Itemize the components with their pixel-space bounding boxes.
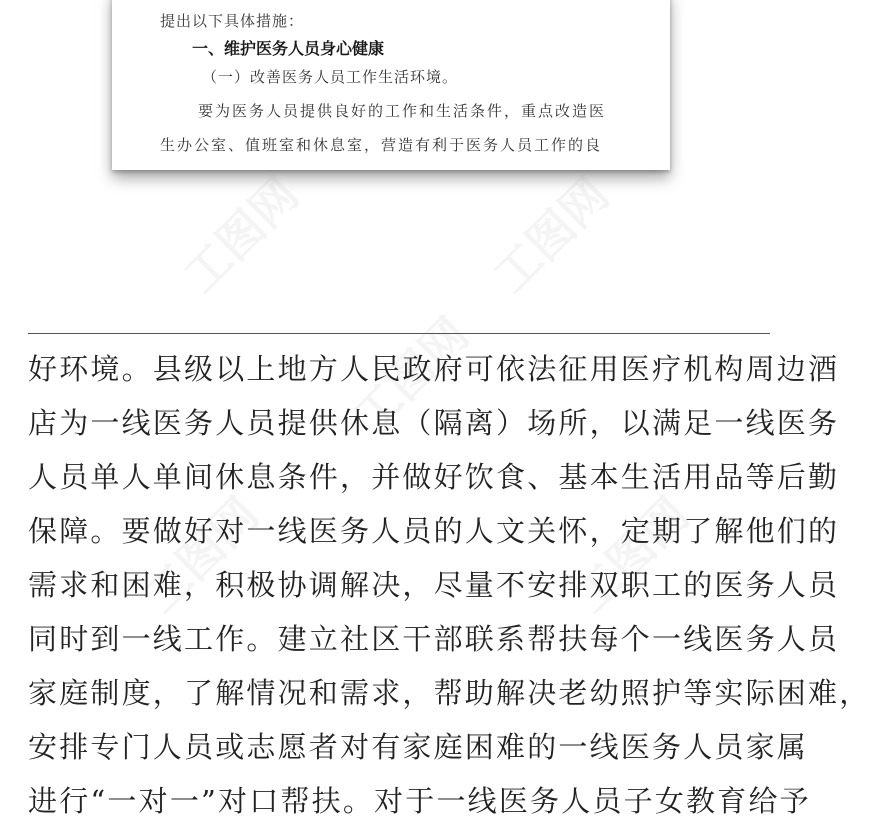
section-divider	[28, 333, 770, 334]
body-line: 同时到一线工作。建立社区干部联系帮扶每个一线医务人员	[28, 622, 840, 656]
watermark: 工图网	[563, 487, 700, 624]
body-line: 保障。要做好对一线医务人员的人文关怀，定期了解他们的	[28, 514, 840, 548]
card-paragraph-line: 生办公室、值班室和休息室，营造有利于医务人员工作的良	[160, 136, 603, 154]
body-paragraph	[28, 342, 870, 828]
document-excerpt-card	[112, 0, 670, 170]
card-paragraph-line: 要为医务人员提供良好的工作和生活条件，重点改造医	[198, 102, 607, 120]
body-line: 好环境。县级以上地方人民政府可依法征用医疗机构周边酒	[28, 352, 840, 386]
watermark: 工图网	[173, 167, 310, 304]
body-line: 需求和困难，积极协调解决，尽量不安排双职工的医务人员	[28, 568, 840, 602]
card-subsection-heading: （一）改善医务人员工作生活环境。	[202, 68, 459, 86]
card-section-heading: 一、维护医务人员身心健康	[192, 39, 385, 58]
body-line: 家庭制度，了解情况和需求，帮助解决老幼照护等实际困难，	[28, 676, 870, 710]
body-line: 安排专门人员或志愿者对有家庭困难的一线医务人员家属	[28, 730, 809, 764]
card-intro-line: 提出以下具体措施：	[160, 12, 305, 30]
watermark: 工图网	[133, 487, 270, 624]
body-line: 进行“一对一”对口帮扶。对于一线医务人员子女教育给予	[28, 784, 811, 818]
watermark: 工图网	[343, 307, 480, 444]
body-line: 人员单人单间休息条件，并做好饮食、基本生活用品等后勤	[28, 460, 840, 494]
body-line: 店为一线医务人员提供休息（隔离）场所，以满足一线医务	[28, 406, 840, 440]
watermark: 工图网	[483, 167, 620, 304]
